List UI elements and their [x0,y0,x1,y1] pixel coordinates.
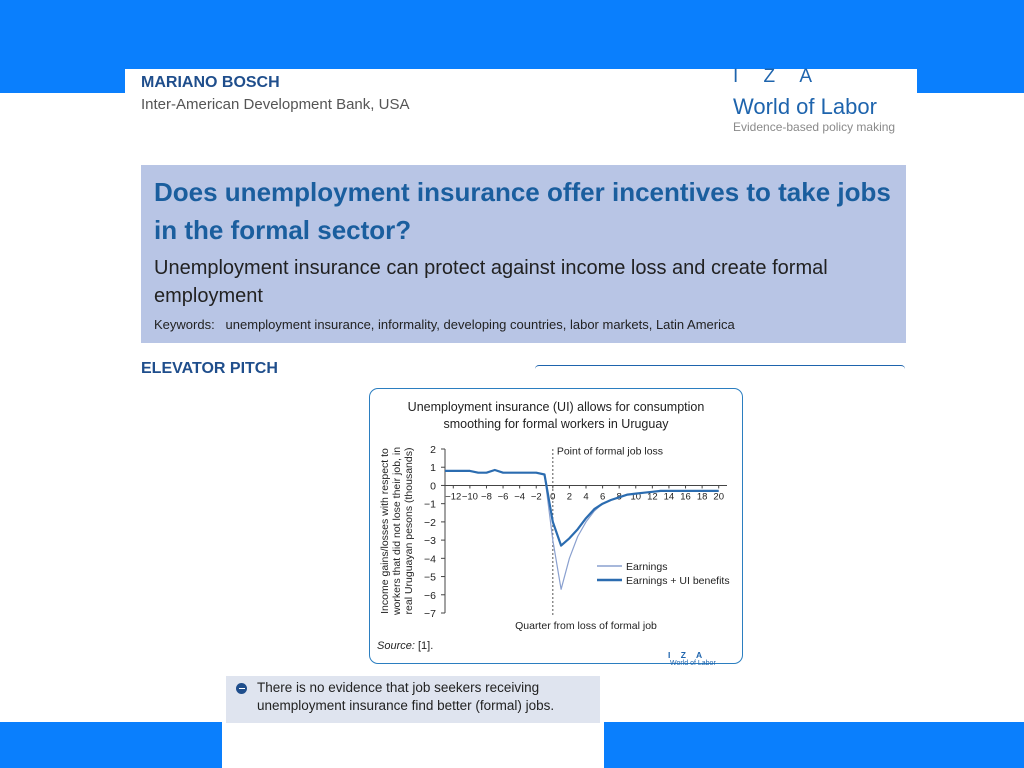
iza-logo-mark: I Z A [733,66,823,87]
y-axis-label: workers that did not lose their job, in [391,446,403,616]
article-subtitle: Unemployment insurance can protect against income loss and create formal employment [154,257,828,307]
x-tick-label: −8 [481,491,492,503]
y-tick-label: −7 [424,608,436,620]
x-axis-label: Quarter from loss of formal job [515,620,657,632]
iza-logo-name: World of Labor [733,94,877,119]
author-affiliation: Inter-American Development Bank, USA [141,96,410,113]
x-tick-label: −6 [497,491,509,503]
iza-logo-tagline: Evidence-based policy making [733,120,896,134]
y-tick-label: 2 [430,444,436,456]
x-tick-label: 2 [566,491,573,503]
figure-logo-name: World of Labor [670,660,716,667]
y-tick-label: −2 [424,516,436,529]
x-tick-label: 14 [663,491,675,503]
title-box [141,165,906,343]
x-tick-label: 0 [550,491,556,503]
x-tick-label: 20 [713,491,724,503]
y-axis-label: Income gains/losses with respect to [379,448,391,614]
keywords-line [154,317,735,332]
keywords-text: unemployment insurance, informality, developing countries, labor markets, Latin America [225,317,735,332]
chart-title [370,399,742,433]
legend-label: Earnings + UI benefits [626,575,730,587]
y-tick-label: −6 [424,589,436,602]
x-tick-label: −12 [445,491,462,503]
bottom-band-right [604,722,1024,768]
source-ref: [1]. [417,640,434,652]
x-tick-label: −4 [514,491,526,503]
keywords-label: Keywords: [154,317,215,332]
section-box-edge [535,365,905,369]
x-tick-label: 10 [630,491,642,503]
annotation-label: Point of formal job loss [556,445,664,458]
x-tick-label: 18 [696,491,708,503]
y-tick-label: −1 [424,498,436,511]
source-label: Source: [377,640,415,652]
y-tick-label: 1 [430,462,436,475]
y-tick-label: −3 [424,535,436,548]
x-tick-label: 8 [616,491,622,503]
series-line-earnings-ui [445,470,719,546]
bullet-box [226,676,600,723]
bullet-text: There is no evidence that job seekers receiving unemployment insurance find better (formal) jobs. [257,680,555,713]
author-name: MARIANO BOSCH [141,74,280,91]
x-tick-label: −2 [530,491,542,503]
x-tick-label: 6 [599,491,606,503]
x-tick-label: 4 [583,491,589,503]
y-tick-label: −4 [424,553,436,566]
chart-title-line: smoothing for formal workers in Uruguay [443,417,669,431]
x-tick-label: −10 [461,491,478,503]
section-heading-elevator-pitch: ELEVATOR PITCH [141,360,278,377]
x-tick-label: 16 [680,491,691,503]
x-tick-label: 12 [647,491,658,503]
y-tick-label: 0 [430,480,436,493]
article-title: Does unemployment insurance offer incentives to take jobs in the formal sector? [154,177,891,245]
legend-label: Earnings [626,561,668,573]
y-tick-label: −5 [424,571,436,584]
chart-source [377,640,433,652]
bottom-band-left [0,722,222,768]
chart-figure [369,388,743,667]
y-axis-label: real Uruguayan pesons (thousands) [403,447,415,615]
figure-logo-mark: I Z A [668,650,707,660]
chart-title-line: Unemployment insurance (UI) allows for consumption [407,400,705,414]
minus-circle-icon [236,683,247,694]
